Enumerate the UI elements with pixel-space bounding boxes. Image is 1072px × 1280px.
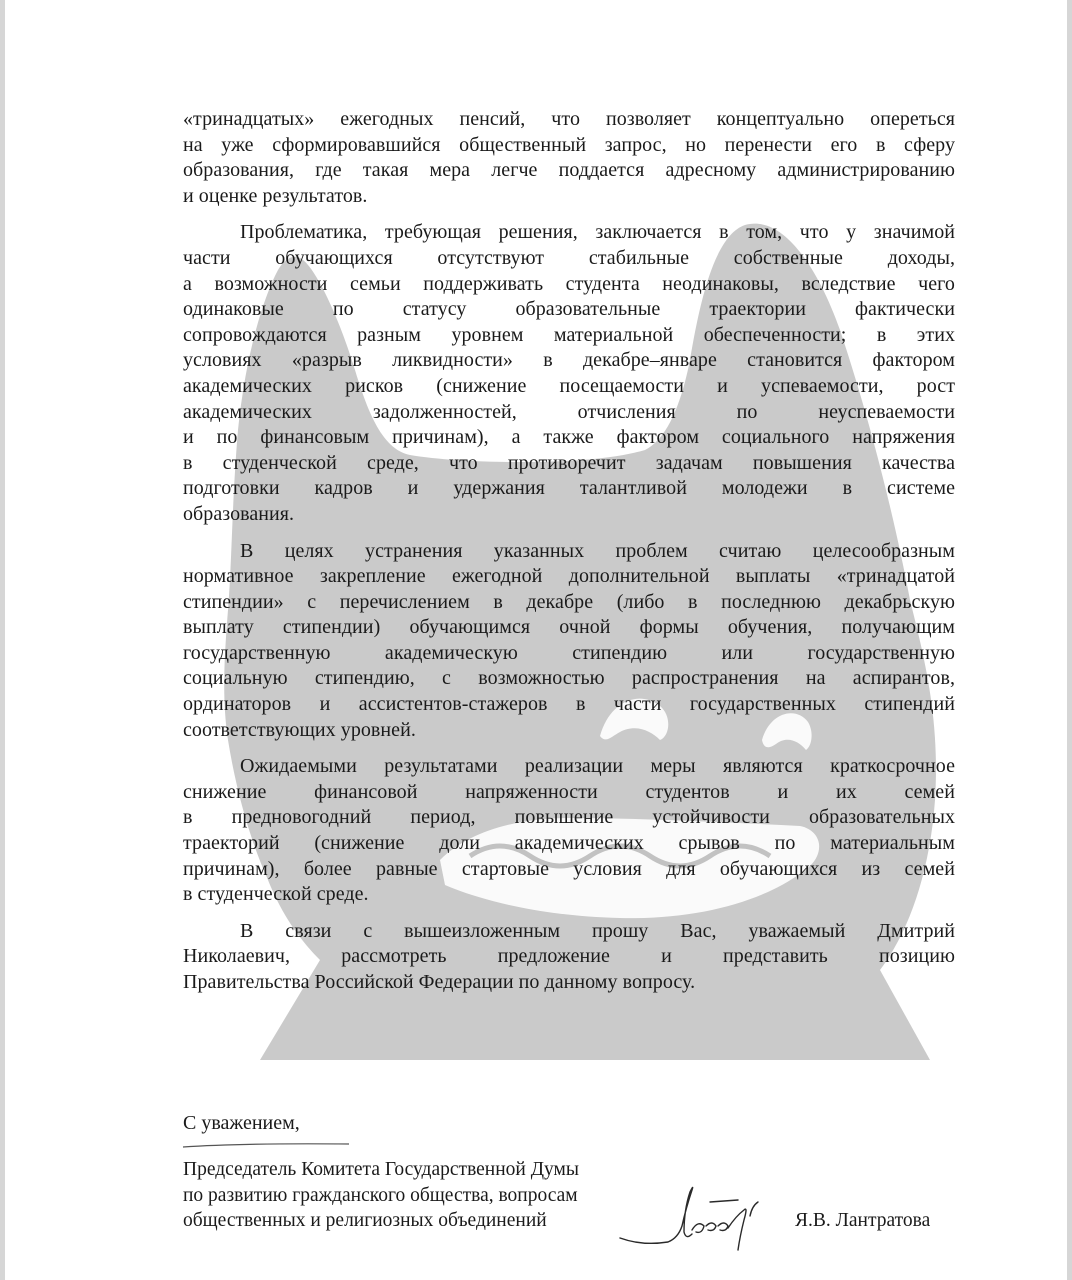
text-line: причинам), более равные стартовые условия для обучающихся из семей [183,857,955,880]
signer-title-line: Председатель Комитета Государственной Думы [183,1159,579,1180]
text-line: и по финансовым причинам), а также фактором социального напряжения [183,426,955,449]
text-line: академических рисков (снижение посещаемости и успеваемости, рост [183,374,955,397]
text-line: Ожидаемыми результатами реализации меры являются краткосрочное [240,755,955,778]
letter-body [183,107,955,1007]
text-line: образования. [183,502,295,525]
text-line: соответствующих уровней. [183,718,416,741]
salutation-underline [181,1140,351,1150]
text-line: в предновогодний период, повышение устойчивости образовательных [183,806,955,829]
text-line: образования, где такая мера легче поддается адресному администрированию [183,159,955,182]
text-line: «тринадцатых» ежегодных пенсий, что позволяет концептуально опереться [183,108,955,130]
text-line: части обучающихся отсутствуют стабильные собственные доходы, [183,246,955,269]
text-line: нормативное закрепление ежегодной дополнительной выплаты «тринадцатой [183,565,955,588]
text-line: в студенческой среде. [183,883,369,906]
paragraph-3 [183,539,955,744]
text-line: Николаевич, рассмотреть предложение и представить позицию [183,945,955,968]
text-line: подготовки кадров и удержания талантливой молодежи в системе [183,477,955,500]
text-line: снижение финансовой напряженности студентов и их семей [183,780,955,803]
signer-title-line: по развитию гражданского общества, вопросам [183,1184,578,1206]
text-line: и оценке результатов. [183,184,368,207]
handwritten-signature-icon [612,1180,792,1260]
text-line: на уже сформировавшийся общественный запрос, но перенести его в сферу [183,133,955,156]
signer-title-line: общественных и религиозных объединений [183,1210,547,1231]
paragraph-1 [183,107,955,209]
paragraph-2 [183,220,955,527]
text-line: в студенческой среде, что противоречит задачам повышения качества [183,451,955,474]
text-line: а возможности семьи поддерживать студента неодинаковы, вследствие чего [183,272,955,295]
text-line: академических задолженностей, отчисления по неуспеваемости [183,400,955,423]
signer-name: Я.В. Лантратова [795,1210,931,1231]
text-line: Правительства Российской Федерации по данному вопросу. [183,971,696,993]
text-line: ординаторов и ассистентов-стажеров в части государственных стипендий [183,693,955,716]
text-line: стипендии» с перечислением в декабре (либо в последнюю декабрьскую [183,590,955,613]
text-line: выплату стипендии) обучающимся очной формы обучения, получающим [183,616,955,639]
closing-salutation: С уважением, [183,1112,300,1134]
text-line: социальную стипендию, с возможностью распространения на аспирантов, [183,667,955,690]
text-line: сопровождаются разным уровнем материальной обеспеченности; в этих [183,323,955,346]
text-line: условиях «разрыв ликвидности» в декабре–январе становится фактором [183,349,955,372]
text-line: Проблематика, требующая решения, заключается в том, что у значимой [240,221,955,244]
text-line: траекторий (снижение доли академических срывов по материальным [183,832,955,855]
paragraph-5 [183,919,955,996]
signer-title [183,1157,579,1234]
paragraph-4 [183,754,955,908]
text-line: В целях устранения указанных проблем считаю целесообразным [240,539,955,562]
text-line: одинаковые по статусу образовательные траектории фактически [183,298,955,321]
text-line: государственную академическую стипендию или государственную [183,641,955,664]
text-line: В связи с вышеизложенным прошу Вас, уважаемый Дмитрий [240,919,955,942]
